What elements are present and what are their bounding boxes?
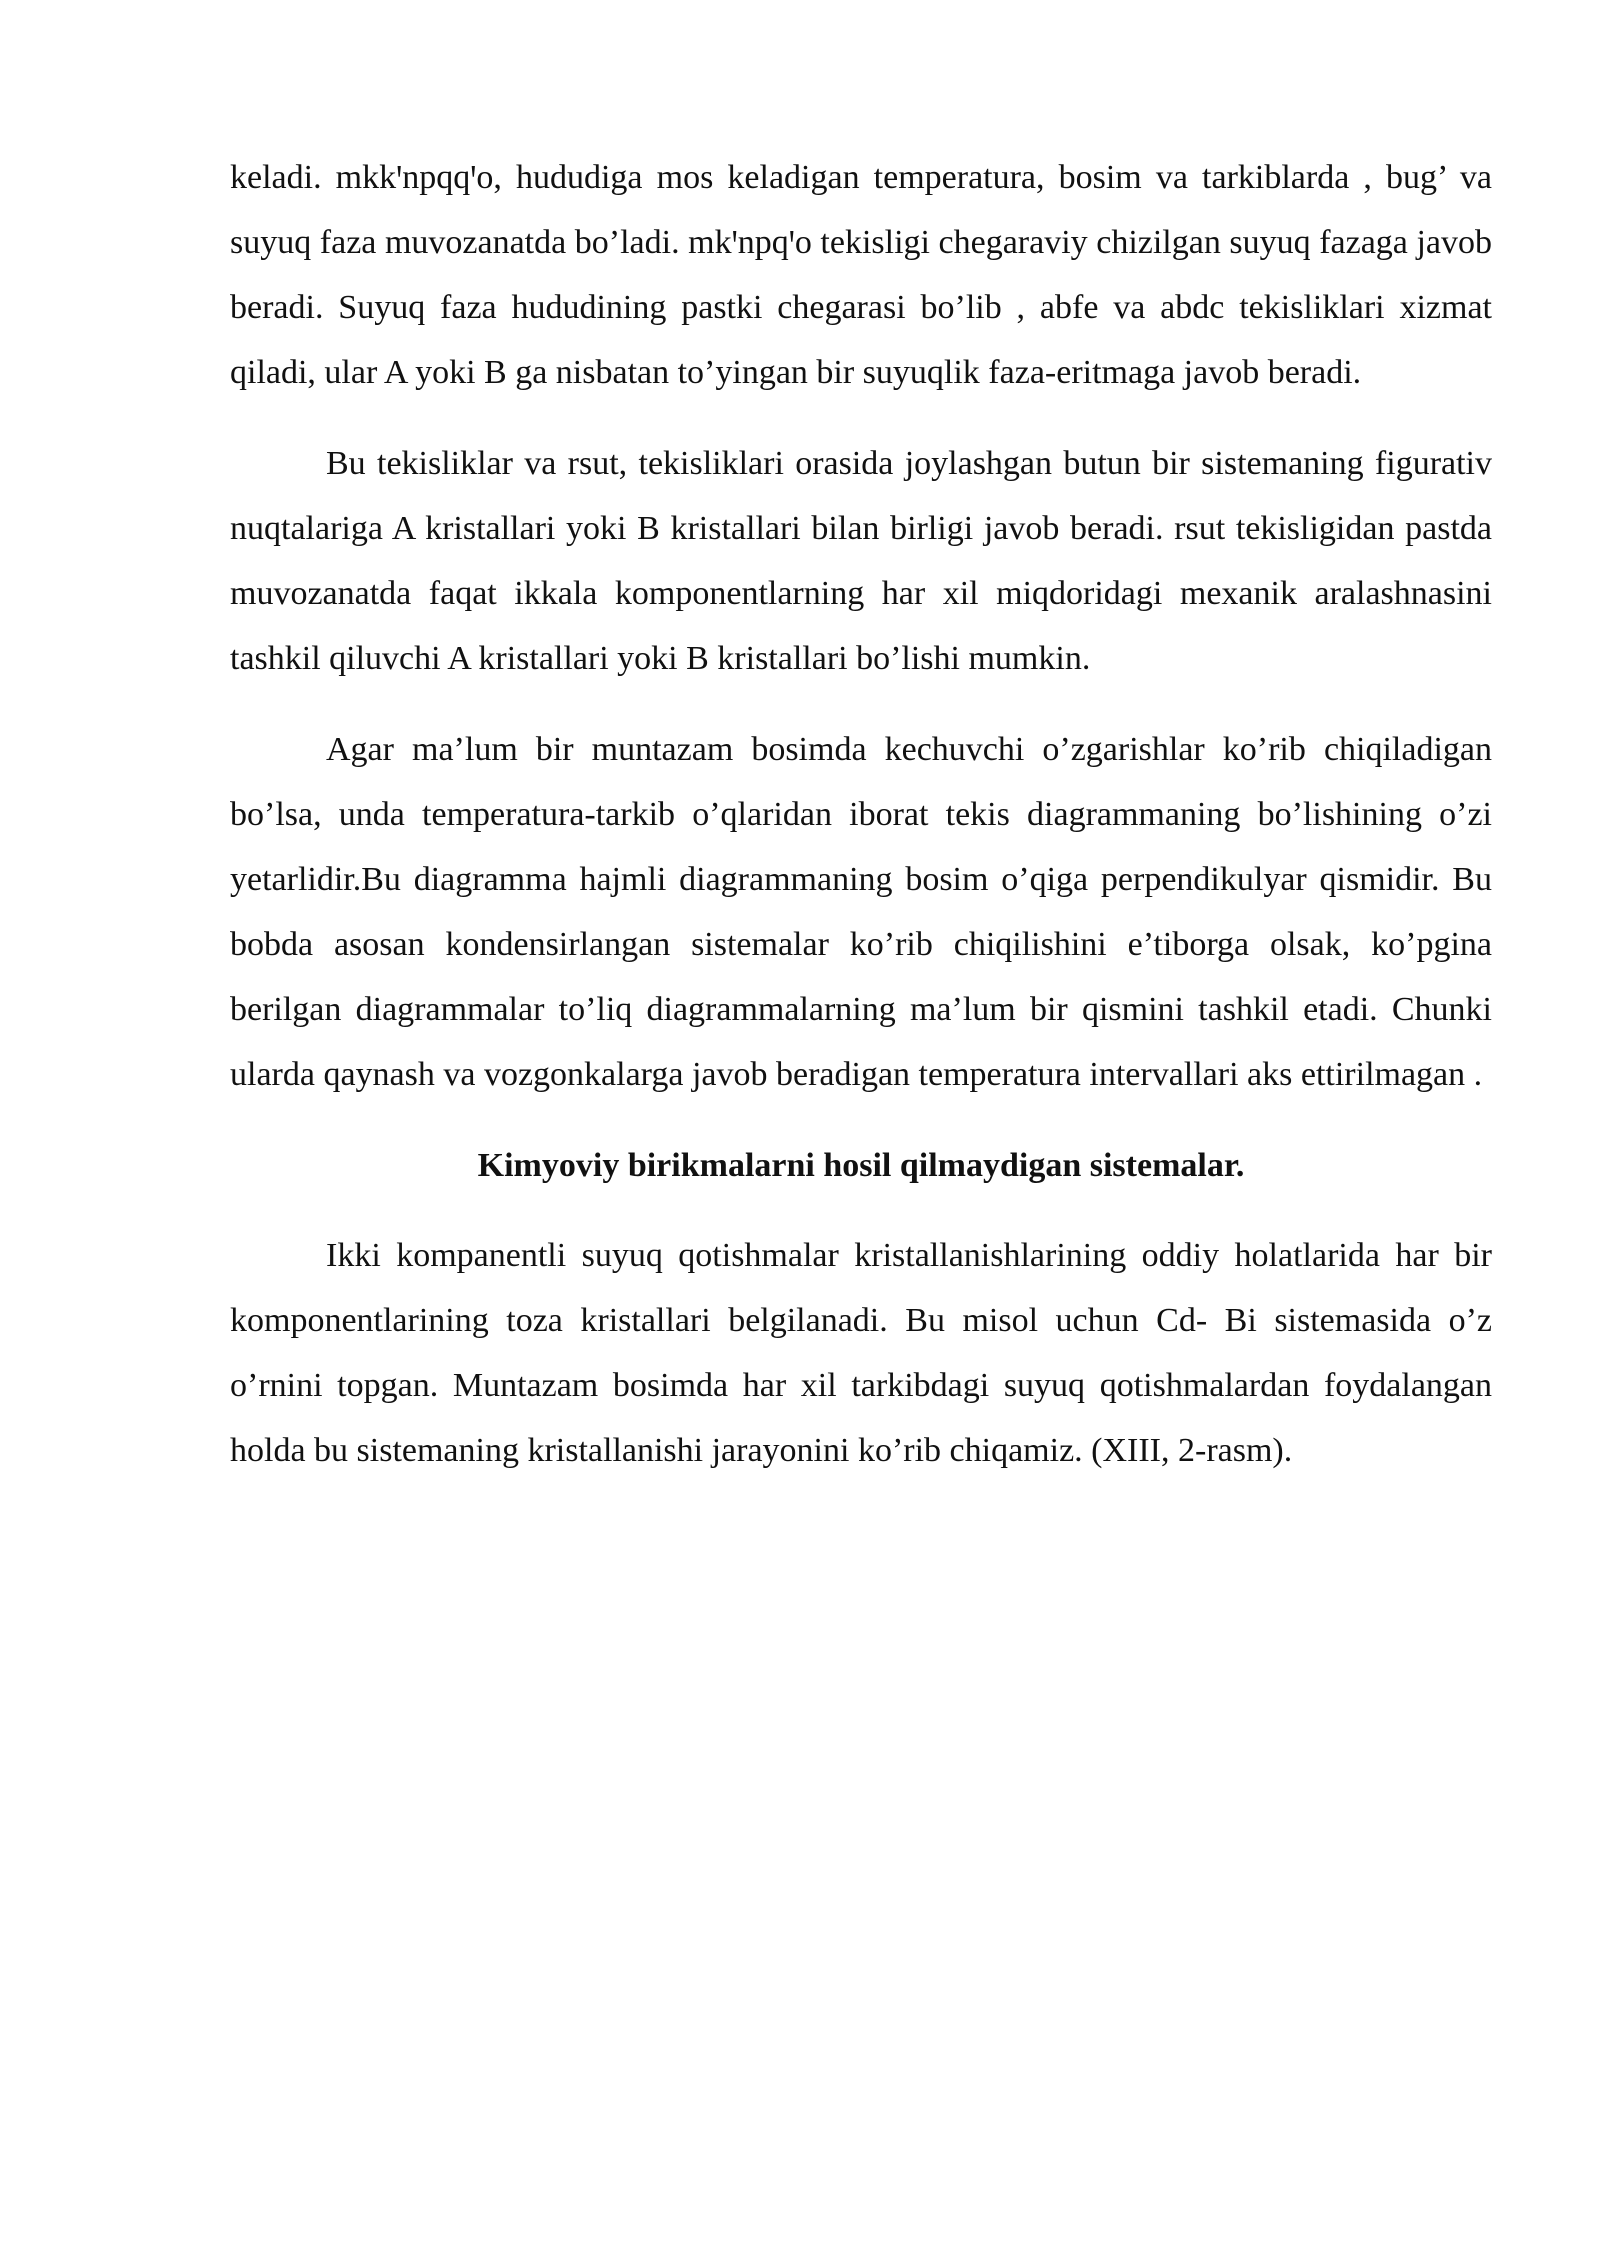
paragraph-tekisliklar: Bu tekisliklar va rsut, tekisliklari orasida joylashgan butun bir sistemaning figurativ nuqtalariga A kristallari yoki B kristallari bilan birligi javob beradi. rsut tekisligidan pastda muvozanatda faqat ikkala komponentlarning har xil miqdoridagi mexanik aralashnasini tashkil qiluvchi A kristallari yoki B kristallari bo’lishi mumkin.: [230, 445, 1492, 677]
paragraph-muntazam-bosim: Agar ma’lum bir muntazam bosimda kechuvchi o’zgarishlar ko’rib chiqiladigan bo’lsa, unda temperatura-tarkib o’qlaridan iborat tekis diagrammaning bo’lishining o’zi yetarlidir.Bu diagramma hajmli diagrammaning bosim o’qiga perpendikulyar qismidir. Bu bobda asosan kondensirlangan sistemalar ko’rib chiqilishini e’tiborga olsak, ko’pgina berilgan diagrammalar to’liq diagrammalarning ma’lum bir qismini tashkil etadi. Chunki ularda qaynash va vozgonkalarga javob beradigan temperatura intervallari aks ettirilmagan .: [230, 731, 1492, 1093]
section-heading: Kimyoviy birikmalarni hosil qilmaydigan sistemalar.: [477, 1147, 1245, 1184]
document-body: [230, 145, 1492, 1509]
paragraph-ikki-kompanentli: Ikki kompanentli suyuq qotishmalar kristallanishlarining oddiy holatlarida har bir komponentlarining toza kristallari belgilanadi. Bu misol uchun Cd- Bi sistemasida o’z o’rnini topgan. Muntazam bosimda har xil tarkibdagi suyuq qotishmalardan foydalangan holda bu sistemaning kristallanishi jarayonini ko’rib chiqamiz. (XIII, 2-rasm).: [230, 1237, 1492, 1469]
paragraph-continuation: keladi. mkkꞌnpqqꞌo, hududiga mos keladigan temperatura, bosim va tarkiblarda , bug’ va suyuq faza muvozanatda bo’ladi. mkꞌnpqꞌo tekisligi chegaraviy chizilgan suyuq fazaga javob beradi. Suyuq faza hududining pastki chegarasi bo’lib , abfe va abdc tekisliklari xizmat qiladi, ular A yoki B ga nisbatan to’yingan bir suyuqlik faza-eritmaga javob beradi.: [230, 159, 1492, 391]
